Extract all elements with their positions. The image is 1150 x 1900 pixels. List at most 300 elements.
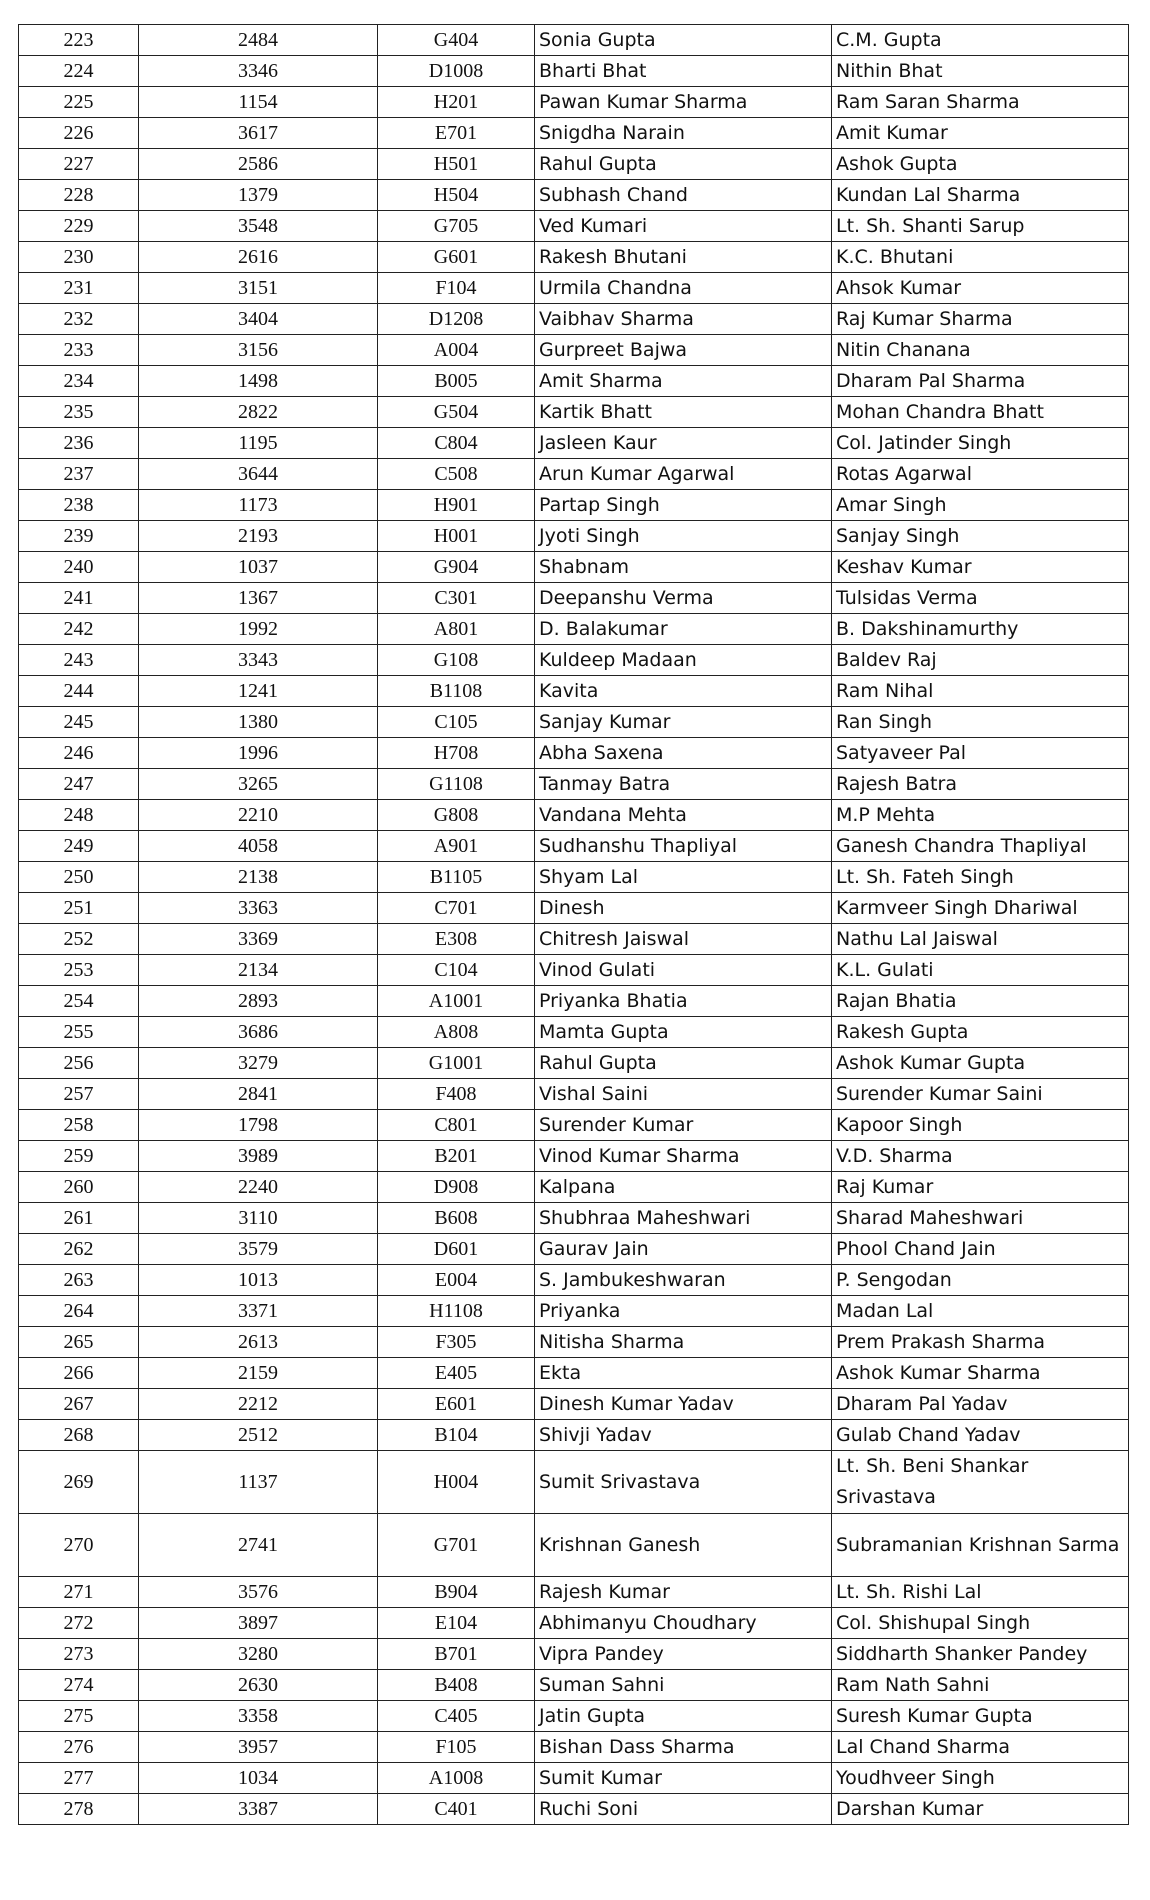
serial-number-cell: 272 bbox=[19, 1608, 139, 1639]
table-row bbox=[19, 1048, 1129, 1079]
membership-number-cell: 1996 bbox=[139, 738, 378, 769]
table-row bbox=[19, 1794, 1129, 1825]
member-name-cell: Jyoti Singh bbox=[535, 521, 832, 552]
membership-number-cell: 3989 bbox=[139, 1141, 378, 1172]
table-row bbox=[19, 87, 1129, 118]
relative-name-cell: Kapoor Singh bbox=[832, 1110, 1129, 1141]
membership-number-cell: 3686 bbox=[139, 1017, 378, 1048]
serial-number-cell: 240 bbox=[19, 552, 139, 583]
table-row bbox=[19, 149, 1129, 180]
table-row bbox=[19, 180, 1129, 211]
flat-number-cell: G904 bbox=[378, 552, 535, 583]
relative-name-cell: Rajan Bhatia bbox=[832, 986, 1129, 1017]
table-row bbox=[19, 1110, 1129, 1141]
relative-name-cell: Darshan Kumar bbox=[832, 1794, 1129, 1825]
relative-name-cell: Rajesh Batra bbox=[832, 769, 1129, 800]
flat-number-cell: C401 bbox=[378, 1794, 535, 1825]
member-name-cell: Sudhanshu Thapliyal bbox=[535, 831, 832, 862]
membership-number-cell: 2484 bbox=[139, 25, 378, 56]
member-name-cell: Shabnam bbox=[535, 552, 832, 583]
relative-name-cell: Lt. Sh. Beni Shankar Srivastava bbox=[832, 1451, 1129, 1514]
table-row bbox=[19, 428, 1129, 459]
membership-number-cell: 1013 bbox=[139, 1265, 378, 1296]
table-row bbox=[19, 1701, 1129, 1732]
serial-number-cell: 275 bbox=[19, 1701, 139, 1732]
relative-name-cell: Siddharth Shanker Pandey bbox=[832, 1639, 1129, 1670]
relative-name-cell: Baldev Raj bbox=[832, 645, 1129, 676]
membership-number-cell: 1195 bbox=[139, 428, 378, 459]
flat-number-cell: G504 bbox=[378, 397, 535, 428]
relative-name-cell: Madan Lal bbox=[832, 1296, 1129, 1327]
serial-number-cell: 260 bbox=[19, 1172, 139, 1203]
flat-number-cell: C508 bbox=[378, 459, 535, 490]
membership-number-cell: 3346 bbox=[139, 56, 378, 87]
membership-number-cell: 2240 bbox=[139, 1172, 378, 1203]
relative-name-cell: Lt. Sh. Shanti Sarup bbox=[832, 211, 1129, 242]
flat-number-cell: C801 bbox=[378, 1110, 535, 1141]
membership-number-cell: 3617 bbox=[139, 118, 378, 149]
serial-number-cell: 243 bbox=[19, 645, 139, 676]
relative-name-cell: Ram Saran Sharma bbox=[832, 87, 1129, 118]
membership-number-cell: 1498 bbox=[139, 366, 378, 397]
member-name-cell: Mamta Gupta bbox=[535, 1017, 832, 1048]
serial-number-cell: 278 bbox=[19, 1794, 139, 1825]
flat-number-cell: G808 bbox=[378, 800, 535, 831]
table-row bbox=[19, 769, 1129, 800]
relative-name-cell: Raj Kumar Sharma bbox=[832, 304, 1129, 335]
membership-number-cell: 2741 bbox=[139, 1514, 378, 1577]
membership-number-cell: 2586 bbox=[139, 149, 378, 180]
table-row bbox=[19, 614, 1129, 645]
flat-number-cell: C804 bbox=[378, 428, 535, 459]
table-row bbox=[19, 459, 1129, 490]
table-row bbox=[19, 1017, 1129, 1048]
member-name-cell: Ruchi Soni bbox=[535, 1794, 832, 1825]
serial-number-cell: 235 bbox=[19, 397, 139, 428]
table-row bbox=[19, 1420, 1129, 1451]
flat-number-cell: H504 bbox=[378, 180, 535, 211]
relative-name-cell: Satyaveer Pal bbox=[832, 738, 1129, 769]
member-name-cell: Deepanshu Verma bbox=[535, 583, 832, 614]
table-row bbox=[19, 893, 1129, 924]
flat-number-cell: A1001 bbox=[378, 986, 535, 1017]
table-row bbox=[19, 1514, 1129, 1577]
relative-name-cell: Mohan Chandra Bhatt bbox=[832, 397, 1129, 428]
serial-number-cell: 251 bbox=[19, 893, 139, 924]
member-list-table bbox=[18, 24, 1129, 1825]
membership-number-cell: 3387 bbox=[139, 1794, 378, 1825]
flat-number-cell: F105 bbox=[378, 1732, 535, 1763]
serial-number-cell: 252 bbox=[19, 924, 139, 955]
serial-number-cell: 250 bbox=[19, 862, 139, 893]
membership-number-cell: 2138 bbox=[139, 862, 378, 893]
membership-number-cell: 3369 bbox=[139, 924, 378, 955]
relative-name-cell: Ahsok Kumar bbox=[832, 273, 1129, 304]
membership-number-cell: 3343 bbox=[139, 645, 378, 676]
member-name-cell: Kuldeep Madaan bbox=[535, 645, 832, 676]
serial-number-cell: 233 bbox=[19, 335, 139, 366]
flat-number-cell: A1008 bbox=[378, 1763, 535, 1794]
serial-number-cell: 226 bbox=[19, 118, 139, 149]
relative-name-cell: Kundan Lal Sharma bbox=[832, 180, 1129, 211]
membership-number-cell: 2841 bbox=[139, 1079, 378, 1110]
flat-number-cell: G404 bbox=[378, 25, 535, 56]
flat-number-cell: G1108 bbox=[378, 769, 535, 800]
relative-name-cell: Amit Kumar bbox=[832, 118, 1129, 149]
flat-number-cell: G1001 bbox=[378, 1048, 535, 1079]
relative-name-cell: K.C. Bhutani bbox=[832, 242, 1129, 273]
flat-number-cell: D1208 bbox=[378, 304, 535, 335]
serial-number-cell: 268 bbox=[19, 1420, 139, 1451]
member-name-cell: Shivji Yadav bbox=[535, 1420, 832, 1451]
relative-name-cell: Col. Shishupal Singh bbox=[832, 1608, 1129, 1639]
flat-number-cell: E308 bbox=[378, 924, 535, 955]
table-row bbox=[19, 862, 1129, 893]
member-name-cell: Sanjay Kumar bbox=[535, 707, 832, 738]
serial-number-cell: 270 bbox=[19, 1514, 139, 1577]
flat-number-cell: E601 bbox=[378, 1389, 535, 1420]
table-row bbox=[19, 1141, 1129, 1172]
relative-name-cell: Ran Singh bbox=[832, 707, 1129, 738]
relative-name-cell: Lal Chand Sharma bbox=[832, 1732, 1129, 1763]
table-row bbox=[19, 1172, 1129, 1203]
flat-number-cell: H901 bbox=[378, 490, 535, 521]
serial-number-cell: 227 bbox=[19, 149, 139, 180]
membership-number-cell: 1037 bbox=[139, 552, 378, 583]
serial-number-cell: 262 bbox=[19, 1234, 139, 1265]
member-name-cell: Bharti Bhat bbox=[535, 56, 832, 87]
table-row bbox=[19, 1327, 1129, 1358]
flat-number-cell: A801 bbox=[378, 614, 535, 645]
flat-number-cell: F408 bbox=[378, 1079, 535, 1110]
serial-number-cell: 236 bbox=[19, 428, 139, 459]
relative-name-cell: B. Dakshinamurthy bbox=[832, 614, 1129, 645]
flat-number-cell: D908 bbox=[378, 1172, 535, 1203]
flat-number-cell: E701 bbox=[378, 118, 535, 149]
member-name-cell: Chitresh Jaiswal bbox=[535, 924, 832, 955]
relative-name-cell: Keshav Kumar bbox=[832, 552, 1129, 583]
flat-number-cell: E104 bbox=[378, 1608, 535, 1639]
membership-number-cell: 1034 bbox=[139, 1763, 378, 1794]
member-name-cell: Gaurav Jain bbox=[535, 1234, 832, 1265]
membership-number-cell: 2613 bbox=[139, 1327, 378, 1358]
relative-name-cell: Sanjay Singh bbox=[832, 521, 1129, 552]
relative-name-cell: Raj Kumar bbox=[832, 1172, 1129, 1203]
table-row bbox=[19, 707, 1129, 738]
membership-number-cell: 2616 bbox=[139, 242, 378, 273]
table-row bbox=[19, 56, 1129, 87]
serial-number-cell: 245 bbox=[19, 707, 139, 738]
membership-number-cell: 2630 bbox=[139, 1670, 378, 1701]
table-row bbox=[19, 738, 1129, 769]
membership-number-cell: 3110 bbox=[139, 1203, 378, 1234]
member-name-cell: Priyanka Bhatia bbox=[535, 986, 832, 1017]
relative-name-cell: Ganesh Chandra Thapliyal bbox=[832, 831, 1129, 862]
serial-number-cell: 238 bbox=[19, 490, 139, 521]
member-name-cell: Abhimanyu Choudhary bbox=[535, 1608, 832, 1639]
member-name-cell: Jatin Gupta bbox=[535, 1701, 832, 1732]
relative-name-cell: Surender Kumar Saini bbox=[832, 1079, 1129, 1110]
flat-number-cell: A808 bbox=[378, 1017, 535, 1048]
member-name-cell: Subhash Chand bbox=[535, 180, 832, 211]
member-name-cell: Vinod Kumar Sharma bbox=[535, 1141, 832, 1172]
table-row bbox=[19, 1389, 1129, 1420]
member-name-cell: Suman Sahni bbox=[535, 1670, 832, 1701]
serial-number-cell: 273 bbox=[19, 1639, 139, 1670]
member-name-cell: Kavita bbox=[535, 676, 832, 707]
flat-number-cell: B701 bbox=[378, 1639, 535, 1670]
relative-name-cell: Ashok Gupta bbox=[832, 149, 1129, 180]
flat-number-cell: C105 bbox=[378, 707, 535, 738]
flat-number-cell: B201 bbox=[378, 1141, 535, 1172]
serial-number-cell: 241 bbox=[19, 583, 139, 614]
membership-number-cell: 3897 bbox=[139, 1608, 378, 1639]
member-name-cell: D. Balakumar bbox=[535, 614, 832, 645]
serial-number-cell: 277 bbox=[19, 1763, 139, 1794]
flat-number-cell: B104 bbox=[378, 1420, 535, 1451]
member-name-cell: Kalpana bbox=[535, 1172, 832, 1203]
membership-number-cell: 2159 bbox=[139, 1358, 378, 1389]
flat-number-cell: H004 bbox=[378, 1451, 535, 1514]
relative-name-cell: Tulsidas Verma bbox=[832, 583, 1129, 614]
membership-number-cell: 1241 bbox=[139, 676, 378, 707]
table-row bbox=[19, 1203, 1129, 1234]
member-name-cell: Priyanka bbox=[535, 1296, 832, 1327]
membership-number-cell: 3371 bbox=[139, 1296, 378, 1327]
member-name-cell: Vinod Gulati bbox=[535, 955, 832, 986]
membership-number-cell: 1173 bbox=[139, 490, 378, 521]
flat-number-cell: H1108 bbox=[378, 1296, 535, 1327]
relative-name-cell: C.M. Gupta bbox=[832, 25, 1129, 56]
flat-number-cell: C405 bbox=[378, 1701, 535, 1732]
flat-number-cell: H201 bbox=[378, 87, 535, 118]
flat-number-cell: H501 bbox=[378, 149, 535, 180]
member-name-cell: Sonia Gupta bbox=[535, 25, 832, 56]
serial-number-cell: 228 bbox=[19, 180, 139, 211]
serial-number-cell: 266 bbox=[19, 1358, 139, 1389]
table-row bbox=[19, 490, 1129, 521]
relative-name-cell: M.P Mehta bbox=[832, 800, 1129, 831]
flat-number-cell: F305 bbox=[378, 1327, 535, 1358]
relative-name-cell: Prem Prakash Sharma bbox=[832, 1327, 1129, 1358]
member-name-cell: Vaibhav Sharma bbox=[535, 304, 832, 335]
table-row bbox=[19, 583, 1129, 614]
flat-number-cell: B608 bbox=[378, 1203, 535, 1234]
table-row bbox=[19, 924, 1129, 955]
membership-number-cell: 2822 bbox=[139, 397, 378, 428]
flat-number-cell: G601 bbox=[378, 242, 535, 273]
serial-number-cell: 259 bbox=[19, 1141, 139, 1172]
membership-number-cell: 3957 bbox=[139, 1732, 378, 1763]
membership-number-cell: 3280 bbox=[139, 1639, 378, 1670]
member-name-cell: Kartik Bhatt bbox=[535, 397, 832, 428]
serial-number-cell: 223 bbox=[19, 25, 139, 56]
serial-number-cell: 249 bbox=[19, 831, 139, 862]
table-row bbox=[19, 1639, 1129, 1670]
membership-number-cell: 2893 bbox=[139, 986, 378, 1017]
relative-name-cell: K.L. Gulati bbox=[832, 955, 1129, 986]
member-name-cell: Arun Kumar Agarwal bbox=[535, 459, 832, 490]
flat-number-cell: G701 bbox=[378, 1514, 535, 1577]
flat-number-cell: B005 bbox=[378, 366, 535, 397]
flat-number-cell: A901 bbox=[378, 831, 535, 862]
relative-name-cell: Ram Nath Sahni bbox=[832, 1670, 1129, 1701]
membership-number-cell: 3279 bbox=[139, 1048, 378, 1079]
table-row bbox=[19, 1608, 1129, 1639]
relative-name-cell: Col. Jatinder Singh bbox=[832, 428, 1129, 459]
relative-name-cell: Rotas Agarwal bbox=[832, 459, 1129, 490]
flat-number-cell: A004 bbox=[378, 335, 535, 366]
member-name-cell: Rajesh Kumar bbox=[535, 1577, 832, 1608]
relative-name-cell: Youdhveer Singh bbox=[832, 1763, 1129, 1794]
serial-number-cell: 242 bbox=[19, 614, 139, 645]
serial-number-cell: 261 bbox=[19, 1203, 139, 1234]
member-name-cell: Gurpreet Bajwa bbox=[535, 335, 832, 366]
member-name-cell: Amit Sharma bbox=[535, 366, 832, 397]
membership-number-cell: 2193 bbox=[139, 521, 378, 552]
relative-name-cell: Gulab Chand Yadav bbox=[832, 1420, 1129, 1451]
member-name-cell: Surender Kumar bbox=[535, 1110, 832, 1141]
serial-number-cell: 225 bbox=[19, 87, 139, 118]
serial-number-cell: 232 bbox=[19, 304, 139, 335]
member-name-cell: Rahul Gupta bbox=[535, 149, 832, 180]
member-name-cell: Tanmay Batra bbox=[535, 769, 832, 800]
member-name-cell: Rahul Gupta bbox=[535, 1048, 832, 1079]
member-name-cell: Ekta bbox=[535, 1358, 832, 1389]
flat-number-cell: E405 bbox=[378, 1358, 535, 1389]
member-name-cell: Dinesh bbox=[535, 893, 832, 924]
relative-name-cell: Amar Singh bbox=[832, 490, 1129, 521]
membership-number-cell: 2212 bbox=[139, 1389, 378, 1420]
member-name-cell: Sumit Kumar bbox=[535, 1763, 832, 1794]
relative-name-cell: Lt. Sh. Fateh Singh bbox=[832, 862, 1129, 893]
flat-number-cell: H708 bbox=[378, 738, 535, 769]
relative-name-cell: Subramanian Krishnan Sarma bbox=[832, 1514, 1129, 1577]
membership-number-cell: 3579 bbox=[139, 1234, 378, 1265]
relative-name-cell: Dharam Pal Yadav bbox=[832, 1389, 1129, 1420]
membership-number-cell: 2134 bbox=[139, 955, 378, 986]
member-name-cell: Bishan Dass Sharma bbox=[535, 1732, 832, 1763]
membership-number-cell: 1137 bbox=[139, 1451, 378, 1514]
serial-number-cell: 276 bbox=[19, 1732, 139, 1763]
serial-number-cell: 257 bbox=[19, 1079, 139, 1110]
flat-number-cell: G705 bbox=[378, 211, 535, 242]
member-name-cell: Vandana Mehta bbox=[535, 800, 832, 831]
table-row bbox=[19, 25, 1129, 56]
relative-name-cell: P. Sengodan bbox=[832, 1265, 1129, 1296]
serial-number-cell: 246 bbox=[19, 738, 139, 769]
relative-name-cell: Suresh Kumar Gupta bbox=[832, 1701, 1129, 1732]
table-row bbox=[19, 273, 1129, 304]
table-row bbox=[19, 211, 1129, 242]
flat-number-cell: B1108 bbox=[378, 676, 535, 707]
membership-number-cell: 3265 bbox=[139, 769, 378, 800]
membership-number-cell: 3548 bbox=[139, 211, 378, 242]
table-row bbox=[19, 955, 1129, 986]
relative-name-cell: Ram Nihal bbox=[832, 676, 1129, 707]
membership-number-cell: 1154 bbox=[139, 87, 378, 118]
flat-number-cell: G108 bbox=[378, 645, 535, 676]
flat-number-cell: C701 bbox=[378, 893, 535, 924]
table-row bbox=[19, 800, 1129, 831]
flat-number-cell: F104 bbox=[378, 273, 535, 304]
serial-number-cell: 274 bbox=[19, 1670, 139, 1701]
table-row bbox=[19, 1763, 1129, 1794]
membership-number-cell: 1798 bbox=[139, 1110, 378, 1141]
member-name-cell: Shubhraa Maheshwari bbox=[535, 1203, 832, 1234]
member-name-cell: Ved Kumari bbox=[535, 211, 832, 242]
flat-number-cell: D601 bbox=[378, 1234, 535, 1265]
member-name-cell: Dinesh Kumar Yadav bbox=[535, 1389, 832, 1420]
table-row bbox=[19, 1732, 1129, 1763]
flat-number-cell: B408 bbox=[378, 1670, 535, 1701]
serial-number-cell: 229 bbox=[19, 211, 139, 242]
serial-number-cell: 263 bbox=[19, 1265, 139, 1296]
table-row bbox=[19, 1079, 1129, 1110]
member-name-cell: Rakesh Bhutani bbox=[535, 242, 832, 273]
flat-number-cell: B904 bbox=[378, 1577, 535, 1608]
table-row bbox=[19, 1358, 1129, 1389]
relative-name-cell: Rakesh Gupta bbox=[832, 1017, 1129, 1048]
relative-name-cell: Ashok Kumar Sharma bbox=[832, 1358, 1129, 1389]
relative-name-cell: Dharam Pal Sharma bbox=[832, 366, 1129, 397]
relative-name-cell: Phool Chand Jain bbox=[832, 1234, 1129, 1265]
member-name-cell: Pawan Kumar Sharma bbox=[535, 87, 832, 118]
relative-name-cell: Nathu Lal Jaiswal bbox=[832, 924, 1129, 955]
table-row bbox=[19, 118, 1129, 149]
table-row bbox=[19, 676, 1129, 707]
flat-number-cell: C301 bbox=[378, 583, 535, 614]
membership-number-cell: 3358 bbox=[139, 1701, 378, 1732]
membership-number-cell: 2210 bbox=[139, 800, 378, 831]
serial-number-cell: 255 bbox=[19, 1017, 139, 1048]
member-name-cell: Shyam Lal bbox=[535, 862, 832, 893]
serial-number-cell: 269 bbox=[19, 1451, 139, 1514]
table-row bbox=[19, 1451, 1129, 1514]
membership-number-cell: 1367 bbox=[139, 583, 378, 614]
member-name-cell: Jasleen Kaur bbox=[535, 428, 832, 459]
relative-name-cell: Karmveer Singh Dhariwal bbox=[832, 893, 1129, 924]
serial-number-cell: 254 bbox=[19, 986, 139, 1017]
membership-number-cell: 4058 bbox=[139, 831, 378, 862]
membership-number-cell: 3404 bbox=[139, 304, 378, 335]
serial-number-cell: 231 bbox=[19, 273, 139, 304]
table-row bbox=[19, 397, 1129, 428]
member-name-cell: Vipra Pandey bbox=[535, 1639, 832, 1670]
table-row bbox=[19, 304, 1129, 335]
table-row bbox=[19, 242, 1129, 273]
table-row bbox=[19, 335, 1129, 366]
relative-name-cell: Nithin Bhat bbox=[832, 56, 1129, 87]
serial-number-cell: 230 bbox=[19, 242, 139, 273]
table-row bbox=[19, 521, 1129, 552]
relative-name-cell: Lt. Sh. Rishi Lal bbox=[832, 1577, 1129, 1608]
membership-number-cell: 3151 bbox=[139, 273, 378, 304]
table-row bbox=[19, 1265, 1129, 1296]
serial-number-cell: 267 bbox=[19, 1389, 139, 1420]
membership-number-cell: 1380 bbox=[139, 707, 378, 738]
table-body bbox=[19, 25, 1129, 1825]
member-name-cell: Nitisha Sharma bbox=[535, 1327, 832, 1358]
table-row bbox=[19, 552, 1129, 583]
flat-number-cell: D1008 bbox=[378, 56, 535, 87]
table-row bbox=[19, 1670, 1129, 1701]
table-row bbox=[19, 366, 1129, 397]
member-name-cell: S. Jambukeshwaran bbox=[535, 1265, 832, 1296]
relative-name-cell: V.D. Sharma bbox=[832, 1141, 1129, 1172]
member-name-cell: Urmila Chandna bbox=[535, 273, 832, 304]
flat-number-cell: C104 bbox=[378, 955, 535, 986]
